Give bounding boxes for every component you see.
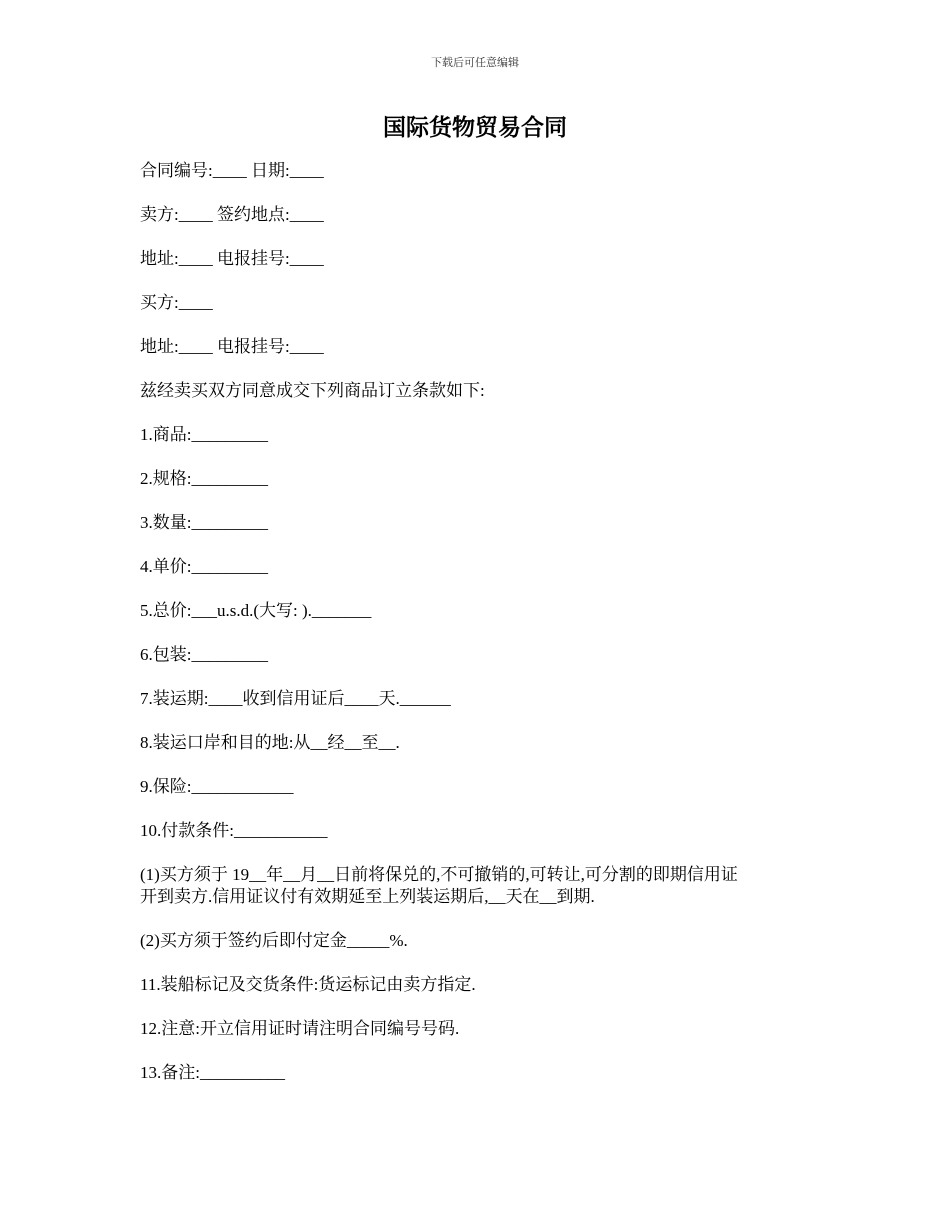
seller-line: 卖方:____ 签约地点:____: [140, 205, 324, 224]
contract-number-line: 合同编号:____ 日期:____: [140, 161, 324, 180]
clause-shipment-period: 7.装运期:____收到信用证后____天.______: [140, 689, 451, 708]
payment-subclause-2: (2)买方须于签约后即付定金_____%.: [140, 931, 408, 950]
clause-remarks: 13.备注:__________: [140, 1063, 285, 1082]
clause-specification: 2.规格:_________: [140, 469, 268, 488]
clause-insurance: 9.保险:____________: [140, 777, 294, 796]
seller-address-line: 地址:____ 电报挂号:____: [140, 249, 324, 268]
clause-packing: 6.包装:_________: [140, 645, 268, 664]
document-body: [140, 160, 810, 1106]
clause-commodity: 1.商品:_________: [140, 425, 268, 444]
clause-quantity: 3.数量:_________: [140, 513, 268, 532]
payment-subclause-1: (1)买方须于 19__年__月__日前将保兑的,不可撤销的,可转让,可分割的即期信用证 开到卖方.信用证议付有效期延至上列装运期后,__天在__到期.: [140, 865, 738, 906]
clause-ports: 8.装运口岸和目的地:从__经__至__.: [140, 733, 400, 752]
clause-shipping-marks: 11.装船标记及交货条件:货运标记由卖方指定.: [140, 975, 476, 994]
clause-unit-price: 4.单价:_________: [140, 557, 268, 576]
agreement-intro: 兹经卖买双方同意成交下列商品订立条款如下:: [140, 381, 485, 400]
clause-total-price: 5.总价:___u.s.d.(大写: )._______: [140, 601, 372, 620]
document-title: 国际货物贸易合同: [383, 115, 567, 140]
clause-payment-terms: 10.付款条件:___________: [140, 821, 328, 840]
buyer-line: 买方:____: [140, 293, 213, 312]
clause-notice: 12.注意:开立信用证时请注明合同编号号码.: [140, 1019, 460, 1038]
page-header-note: 下载后可任意编辑: [431, 57, 519, 69]
buyer-address-line: 地址:____ 电报挂号:____: [140, 337, 324, 356]
